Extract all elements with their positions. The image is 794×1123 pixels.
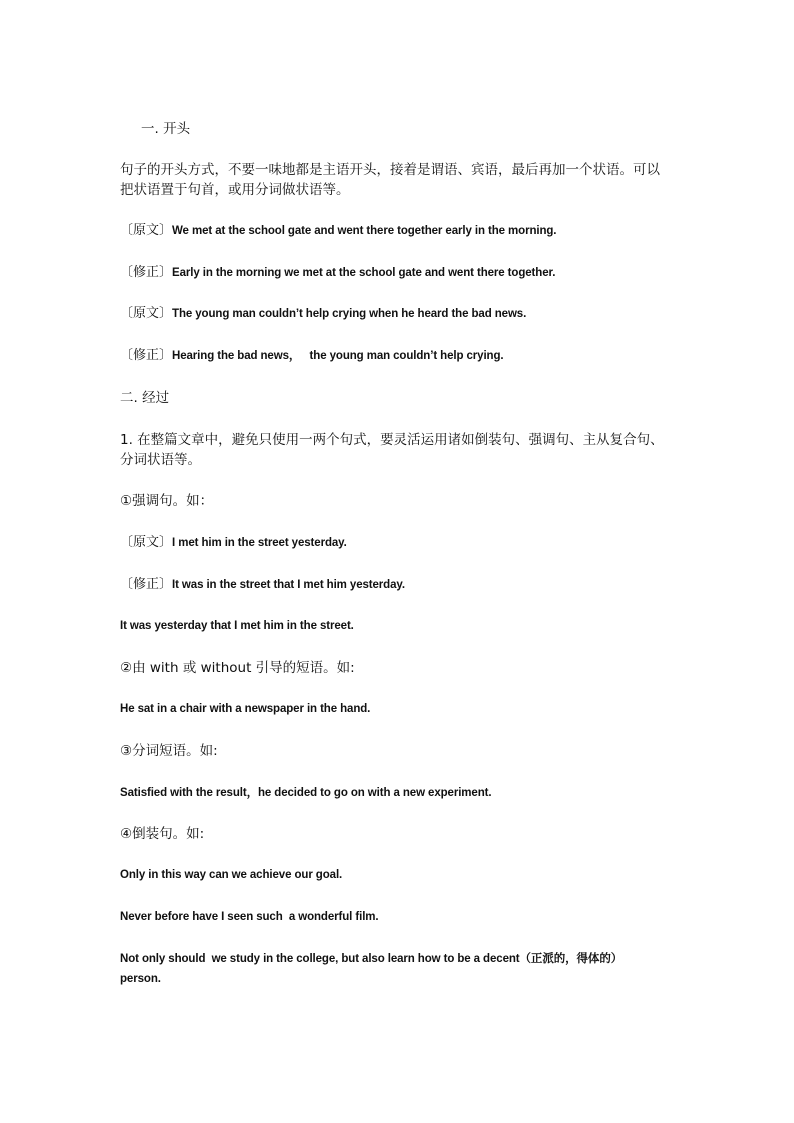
with-phrase-title: ②由 with 或 without 引导的短语。如: xyxy=(120,660,355,676)
revised-label: 〔修正〕 xyxy=(120,348,173,363)
example-text: Hearing the bad news， the young man couldn’t help crying. xyxy=(172,350,504,362)
example-text: The young man couldn’t help crying when he heard the bad news. xyxy=(172,308,527,320)
section1-heading: 一. 开头 xyxy=(141,121,191,137)
revised-label: 〔修正〕 xyxy=(120,265,173,280)
example-text: I met him in the street yesterday. xyxy=(172,537,347,549)
example-text: It was in the street that I met him yesterday. xyxy=(172,579,405,591)
emphatic-original xyxy=(120,533,347,553)
section2-point1-line1: 1. 在整篇文章中，避免只使用一两个句式，要灵活运用诸如倒装句、强调句、主从复合句、 xyxy=(120,432,664,448)
emphatic-alt: It was yesterday that I met him in the street. xyxy=(120,620,354,632)
example-original-2 xyxy=(120,304,526,324)
section2-heading: 二. 经过 xyxy=(120,390,170,406)
section1-intro-line1: 句子的开头方式，不要一味地都是主语开头，接着是谓语、宾语，最后再加一个状语。可以 xyxy=(120,162,660,178)
participle-title: ③分词短语。如: xyxy=(120,743,218,759)
example-revised-2 xyxy=(120,346,504,366)
inversion-example-2: Never before have I seen such a wonderful film. xyxy=(120,911,379,923)
emphatic-title: ①强调句。如： xyxy=(120,493,214,509)
inversion-example-1: Only in this way can we achieve our goal. xyxy=(120,869,343,881)
example-revised-1 xyxy=(120,263,555,283)
inversion-title: ④倒装句。如: xyxy=(120,826,205,842)
section1-intro-line2: 把状语置于句首，或用分词做状语等。 xyxy=(120,182,350,198)
example-original-1 xyxy=(120,221,556,241)
with-phrase-example: He sat in a chair with a newspaper in the hand. xyxy=(120,703,371,715)
original-label: 〔原文〕 xyxy=(120,223,173,238)
revised-label: 〔修正〕 xyxy=(120,577,173,592)
example-text: We met at the school gate and went there together early in the morning. xyxy=(172,225,557,237)
original-label: 〔原文〕 xyxy=(120,306,173,321)
inversion-example-3-line1: Not only should we study in the college, but also learn how to be a decent（正派的，得体的） xyxy=(120,953,623,965)
example-text: Early in the morning we met at the school gate and went there together. xyxy=(172,267,556,279)
participle-example: Satisfied with the result，he decided to go on with a new experiment. xyxy=(120,787,492,799)
emphatic-revised xyxy=(120,575,405,595)
inversion-example-3-line2: person. xyxy=(120,973,161,985)
original-label: 〔原文〕 xyxy=(120,535,173,550)
section2-point1-line2: 分词状语等。 xyxy=(120,452,201,468)
